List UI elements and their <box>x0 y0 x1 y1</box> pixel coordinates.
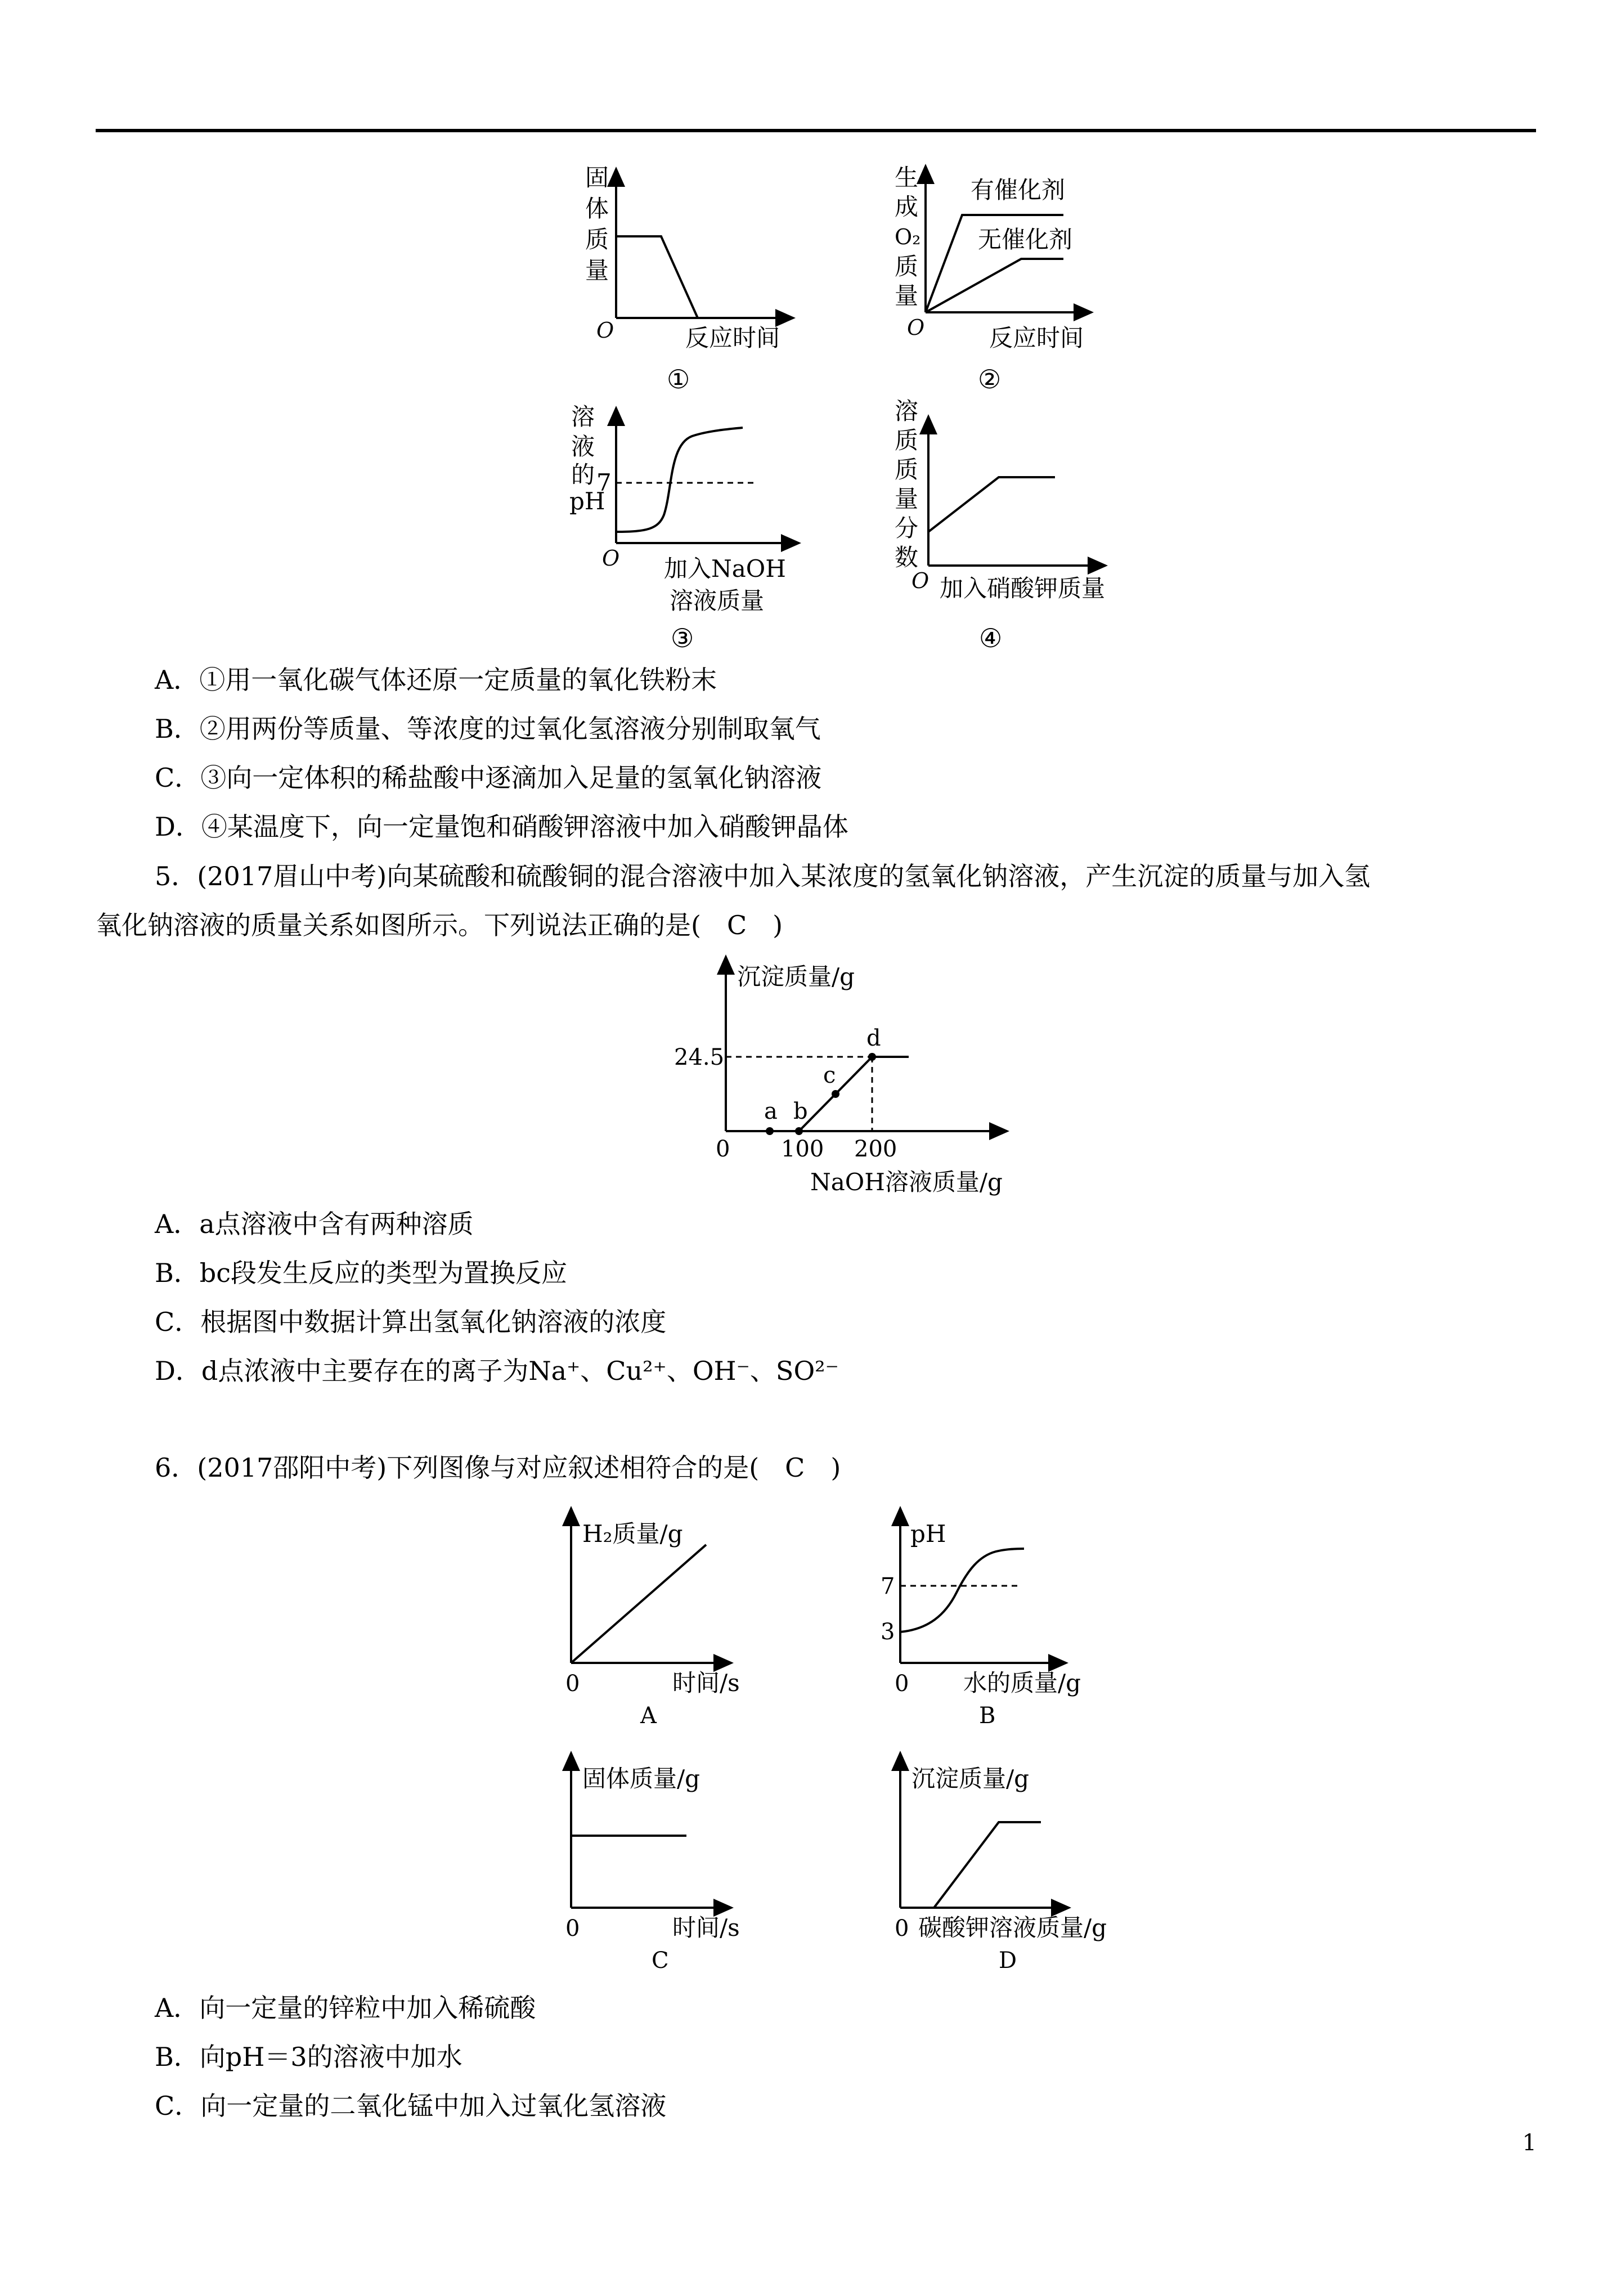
q5-point-label-c: c <box>823 1062 836 1088</box>
q5-chart-ylabel: 沉淀质量/g <box>737 963 855 990</box>
q5-chart-ytick-24-5: 24.5 <box>674 1044 725 1070</box>
q6-c-ylabel: 固体质量/g <box>582 1765 701 1792</box>
graph-4-curve <box>928 477 1055 532</box>
q6-b-curve <box>900 1549 1024 1632</box>
graph-3-ylabel-2: 液 <box>571 433 595 460</box>
graph-2-ylabel-5: 量 <box>895 282 919 310</box>
q6-c-origin: 0 <box>565 1916 580 1941</box>
graph-3-curve <box>616 428 743 532</box>
q6-option-a: A．向一定量的锌粒中加入稀硫酸 <box>155 1993 536 2023</box>
graph-2-caption: ② <box>978 364 1002 394</box>
q6-a-origin: 0 <box>565 1671 580 1697</box>
q6-a-xlabel: 时间/s <box>672 1669 740 1697</box>
graph-4-caption: ④ <box>979 623 1003 653</box>
q5-option-d: D．d点浓液中主要存在的离子为Na⁺、Cu²⁺、OH⁻、SO²⁻ <box>155 1356 839 1386</box>
q5-chart-series-line <box>726 1057 909 1131</box>
q6-d-curve <box>934 1822 1041 1908</box>
q5-chart-xtick-100: 100 <box>781 1136 824 1162</box>
graph-4 <box>895 397 1106 653</box>
q5-point-d <box>868 1053 876 1061</box>
q6-d-caption: D <box>999 1948 1017 1974</box>
graph-3-tick-7: 7 <box>596 469 612 496</box>
q6-a-ylabel: H₂质量/g <box>582 1520 683 1548</box>
q5-point-label-d: d <box>866 1025 881 1051</box>
q5-option-b: B．bc段发生反应的类型为置换反应 <box>155 1258 568 1288</box>
graph-2-xlabel: 反应时间 <box>989 324 1084 352</box>
graph-3 <box>569 403 799 653</box>
graph-4-ylabel-1: 溶 <box>895 397 919 425</box>
graph-1 <box>585 164 793 394</box>
graph-2-ylabel-2: 成 <box>895 193 919 221</box>
q6-b-xlabel: 水的质量/g <box>963 1669 1081 1697</box>
graph-2-ylabel-3: O₂ <box>895 225 921 249</box>
graph-4-xlabel: 加入硝酸钾质量 <box>940 575 1106 602</box>
graph-1-caption: ① <box>667 364 690 394</box>
q6-d-xlabel: 碳酸钾溶液质量/g <box>918 1914 1107 1941</box>
q5-point-b <box>795 1127 803 1135</box>
graph-4-ylabel-5: 分 <box>895 514 919 542</box>
graph-1-xlabel: 反应时间 <box>685 324 780 352</box>
q6-b-origin: 0 <box>895 1671 909 1697</box>
graph-3-origin: O <box>602 546 620 571</box>
q6-a-caption: A <box>640 1703 657 1729</box>
graph-3-xlabel-1: 加入NaOH <box>664 555 786 582</box>
page-number: 1 <box>1522 2130 1537 2156</box>
q5-option-a: A．a点溶液中含有两种溶质 <box>155 1209 474 1239</box>
q6-b-tick-7: 7 <box>881 1573 895 1599</box>
q6-graph-c <box>565 1753 740 1974</box>
q4-option-d: D．④某温度下，向一定量饱和硝酸钾溶液中加入硝酸钾晶体 <box>155 811 848 842</box>
graph-2-origin: O <box>907 315 925 340</box>
graph-2 <box>895 164 1092 394</box>
q6-b-ylabel: pH <box>910 1520 946 1548</box>
q5-option-c: C．根据图中数据计算出氢氧化钠溶液的浓度 <box>155 1307 667 1337</box>
q6-c-xlabel: 时间/s <box>672 1914 740 1941</box>
q6-b-tick-3: 3 <box>881 1619 895 1645</box>
graph-2-ylabel-4: 质 <box>895 253 919 280</box>
q5-chart-xtick-0: 0 <box>716 1136 730 1162</box>
q6-c-caption: C <box>652 1948 669 1974</box>
graph-3-caption: ③ <box>671 623 694 653</box>
graph-2-ylabel-1: 生 <box>895 164 919 191</box>
q5-chart <box>674 957 1007 1196</box>
graph-3-ylabel-3: 的 <box>571 461 595 488</box>
q5-chart-points <box>764 1025 881 1135</box>
q4-option-a: A．①用一氧化碳气体还原一定质量的氧化铁粉末 <box>155 665 717 695</box>
graph-4-origin: O <box>911 568 930 593</box>
q6-graph-d <box>895 1753 1107 1974</box>
graph-4-ylabel-6: 数 <box>895 544 919 571</box>
graph-3-xlabel-2: 溶液质量 <box>670 587 765 615</box>
q6-graph-b <box>881 1508 1081 1729</box>
q4-option-b: B．②用两份等质量、等浓度的过氧化氢溶液分别制取氧气 <box>155 714 821 744</box>
graph-4-ylabel-4: 量 <box>895 485 919 513</box>
q5-chart-xlabel: NaOH溶液质量/g <box>810 1168 1003 1196</box>
q5-stem-line-2: 氧化钠溶液的质量关系如图所示。下列说法正确的是( C ) <box>96 910 783 940</box>
q6-d-ylabel: 沉淀质量/g <box>911 1765 1030 1792</box>
q6-option-c: C．向一定量的二氧化锰中加入过氧化氢溶液 <box>155 2091 667 2121</box>
q5-point-label-b: b <box>793 1098 808 1124</box>
q5-stem-line-1: 5．(2017眉山中考)向某硫酸和硫酸铜的混合溶液中加入某浓度的氢氧化钠溶液，产生沉淀的质量与加入氢 <box>155 861 1371 891</box>
q5-point-c <box>832 1090 839 1098</box>
graph-1-curve <box>616 236 698 318</box>
q5-point-a <box>766 1127 774 1135</box>
graph-1-ylabel-4: 量 <box>585 257 609 284</box>
q6-a-curve <box>571 1545 706 1663</box>
graph-4-ylabel-2: 质 <box>895 427 919 454</box>
graph-2-label-catalyst: 有催化剂 <box>971 176 1066 204</box>
q5-point-label-a: a <box>764 1098 778 1124</box>
graph-3-ylabel-4: pH <box>569 487 605 515</box>
q4-option-c: C．③向一定体积的稀盐酸中逐滴加入足量的氢氧化钠溶液 <box>155 763 822 793</box>
graph-4-ylabel-3: 质 <box>895 456 919 483</box>
graph-3-ylabel-1: 溶 <box>571 403 595 430</box>
graph-2-curve-no-catalyst <box>926 259 1063 312</box>
graph-1-ylabel-3: 质 <box>585 226 609 253</box>
q6-stem: 6．(2017邵阳中考)下列图像与对应叙述相符合的是( C ) <box>155 1452 841 1483</box>
q6-b-caption: B <box>979 1703 996 1729</box>
q6-graph-a <box>565 1508 740 1729</box>
graph-1-ylabel-1: 固 <box>585 164 609 191</box>
q6-option-b: B．向pH＝3的溶液中加水 <box>155 2042 462 2072</box>
q5-chart-xtick-200: 200 <box>854 1136 897 1162</box>
graph-1-origin: O <box>596 318 614 343</box>
graph-2-label-no-catalyst: 无催化剂 <box>978 226 1073 253</box>
q6-d-origin: 0 <box>895 1916 909 1941</box>
graph-1-ylabel-2: 体 <box>585 195 609 222</box>
